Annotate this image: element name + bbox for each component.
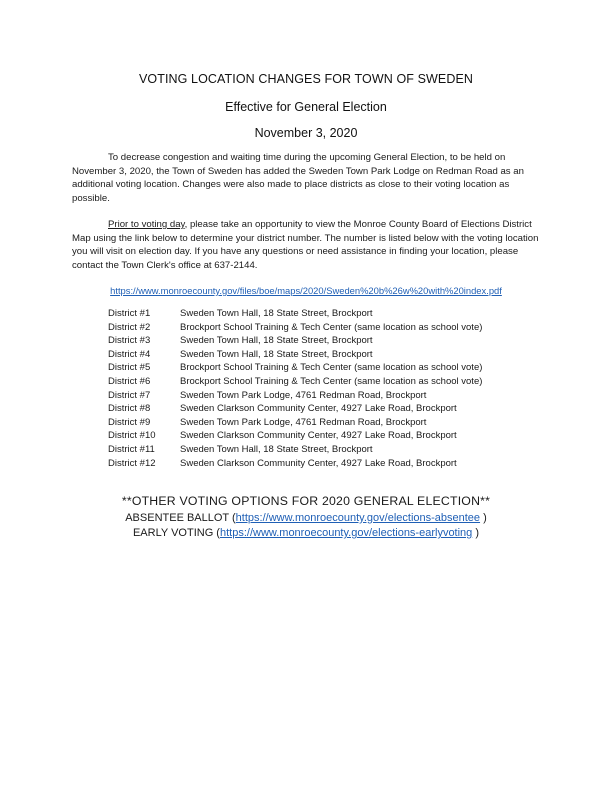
district-row: [108, 429, 548, 443]
district-location: Brockport School Training & Tech Center (same location as school vote): [180, 321, 483, 333]
district-row: [108, 307, 548, 321]
district-number: District #5: [108, 362, 151, 374]
early-voting-suffix: ): [472, 527, 480, 539]
district-row: [108, 402, 548, 416]
district-location: Sweden Town Park Lodge, 4761 Redman Road, Brockport: [180, 416, 427, 428]
early-voting-line: [0, 527, 612, 539]
district-row: [108, 361, 548, 375]
district-location: Sweden Clarkson Community Center, 4927 Lake Road, Brockport: [180, 457, 457, 469]
prior-to-voting-day: Prior to voting day: [108, 219, 185, 230]
district-number: District #9: [108, 416, 151, 428]
district-number: District #1: [108, 308, 151, 319]
district-number: District #11: [108, 443, 155, 455]
district-number: District #7: [108, 389, 151, 401]
district-number: District #6: [108, 375, 151, 387]
district-location: Sweden Town Hall, 18 State Street, Brockport: [180, 335, 373, 347]
district-location: Sweden Clarkson Community Center, 4927 Lake Road, Brockport: [180, 403, 457, 415]
absentee-link[interactable]: https://www.monroecounty.gov/elections-absentee: [235, 512, 481, 524]
district-location: Sweden Town Park Lodge, 4761 Redman Road, Brockport: [180, 389, 427, 401]
page-subtitle: Effective for General Election: [225, 100, 387, 114]
district-map-link-row: [0, 285, 612, 296]
district-row: [108, 457, 548, 471]
district-location: Sweden Town Hall, 18 State Street, Brockport: [180, 308, 373, 319]
district-location: Brockport School Training & Tech Center (same location as school vote): [180, 362, 483, 374]
district-number: District #3: [108, 335, 151, 347]
district-number: District #12: [108, 457, 156, 469]
district-number: District #8: [108, 403, 151, 415]
page-title: VOTING LOCATION CHANGES FOR TOWN OF SWEDEN: [138, 72, 474, 86]
intro-paragraph-text: To decrease congestion and waiting time during the upcoming General Election, to be held on November 3, 2020, the Town of Sweden has added the Sweden Town Park Lodge on Redman Road as an additional voting location. Changes were also made to place districts as close to their voting location as possible.: [72, 152, 524, 204]
district-row: [108, 389, 548, 403]
election-date: November 3, 2020: [254, 126, 358, 140]
intro-paragraph: [72, 151, 542, 205]
district-location: Sweden Town Hall, 18 State Street, Brockport: [180, 348, 373, 360]
early-voting-link[interactable]: https://www.monroecounty.gov/elections-earlyvoting: [219, 527, 473, 539]
district-location: Brockport School Training & Tech Center (same location as school vote): [180, 375, 483, 387]
district-number: District #10: [108, 430, 156, 442]
district-row: [108, 375, 548, 389]
district-location: Sweden Town Hall, 18 State Street, Brockport: [180, 443, 373, 455]
district-row: [108, 416, 548, 430]
district-number: District #4: [108, 348, 151, 360]
absentee-suffix: ): [480, 512, 487, 524]
district-row: [108, 321, 548, 335]
district-row: [108, 348, 548, 362]
instructions-paragraph-text: , please take an opportunity to view the Monroe County Board of Elections District Map using the link below to determine your district number. The number is listed below with the voting location you will visit on election day. If you have any questions or need assistance in finding your location, please contact the Town Clerk's office at 637-2144.: [72, 219, 539, 271]
district-location: Sweden Clarkson Community Center, 4927 Lake Road, Brockport: [180, 430, 457, 442]
early-voting-label: EARLY VOTING (: [132, 527, 220, 539]
district-row: [108, 334, 548, 348]
district-number: District #2: [108, 321, 151, 333]
other-options-title: **OTHER VOTING OPTIONS FOR 2020 GENERAL ELECTION**: [121, 494, 491, 508]
absentee-ballot-line: [0, 512, 612, 524]
district-map-link[interactable]: https://www.monroecounty.gov/files/boe/maps/2020/Sweden%20b%26w%20with%20index.pdf: [110, 285, 502, 296]
instructions-paragraph: [72, 218, 542, 272]
district-row: [108, 443, 548, 457]
district-location-list: [108, 307, 548, 470]
absentee-label: ABSENTEE BALLOT (: [125, 512, 236, 524]
